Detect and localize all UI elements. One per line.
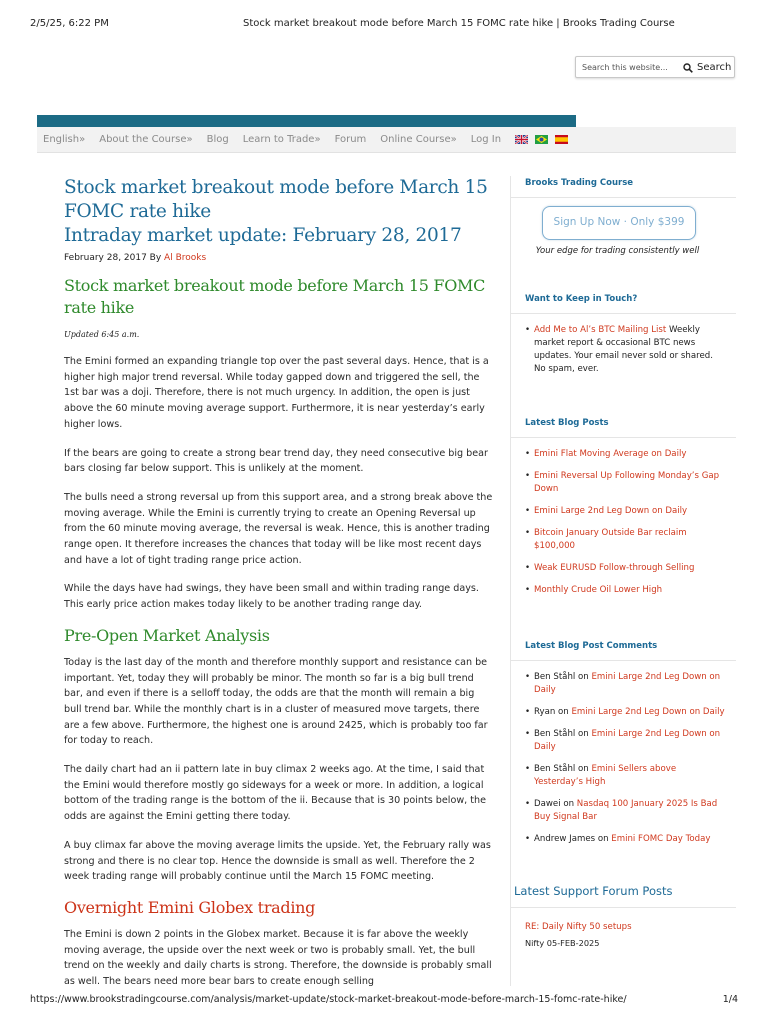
search-button-label: Search — [697, 62, 732, 73]
keep-in-touch-list — [511, 324, 736, 376]
print-datetime: 2/5/25, 6:22 PM — [30, 18, 109, 29]
byline-date: February 28, 2017 By — [64, 253, 165, 263]
list-item — [525, 584, 726, 597]
list-item — [525, 798, 726, 824]
print-page-number: 1/4 — [722, 994, 738, 1005]
comment-on: on — [560, 799, 577, 809]
list-item — [525, 324, 726, 376]
course-widget-title: Brooks Trading Course — [525, 178, 634, 188]
list-item — [525, 527, 726, 553]
byline — [64, 253, 494, 263]
comment-on: on — [575, 729, 592, 739]
mailing-list-link[interactable]: Add Me to Al’s BTC Mailing List — [534, 325, 667, 335]
author-link[interactable]: Al Brooks — [164, 253, 207, 263]
article-paragraph: The Emini formed an expanding triangle top over the past several days. Hence, that is a higher high major trend reversal. While today gapped down and triggered the sell, the 1st bar was a doji. Therefore, there is not much urgency. In addition, the open is just above the 60 minute moving average support. Furthermore, it is near yesterday’s early higher lows. — [64, 356, 489, 430]
list-item — [525, 448, 726, 461]
blog-post-link[interactable]: Emini Flat Moving Average on Daily — [534, 449, 687, 459]
list-item — [525, 706, 726, 719]
nav-item-about-the-course[interactable]: About the Course» — [99, 134, 193, 145]
list-item — [525, 505, 726, 518]
nav-item-learn-to-trade[interactable]: Learn to Trade» — [242, 134, 321, 145]
sidebar — [510, 176, 736, 986]
list-item — [525, 470, 726, 496]
comment-post-link[interactable]: Emini Large 2nd Leg Down on Daily — [534, 672, 721, 695]
article-paragraph: The Emini is down 2 points in the Globex market. Because it is far above the weekly moving average, the upside over the next week or two is probably small. Yet, the bull trend on the weekly and daily charts is strong. Therefore, the downside is probably small as well. The bears need more bear bars to create enough selling — [64, 928, 492, 988]
list-item — [525, 728, 726, 754]
spain-flag-icon[interactable] — [555, 135, 568, 144]
sign-up-button[interactable]: Sign Up Now · Only $399 — [542, 206, 696, 240]
comment-author: Ryan — [534, 707, 556, 717]
article-paragraph: The daily chart had an ii pattern late in buy climax 2 weeks ago. At the time, I said that the Emini would therefore mostly go sideways for a week or more. In addition, a logical bottom of the trading range is the bottom of the ii. Because that is 30 points below, the odds are against the Emini getting there today. — [64, 764, 487, 823]
blog-post-link[interactable]: Emini Reversal Up Following Monday’s Gap Down — [534, 471, 720, 494]
comment-post-link[interactable]: Emini Large 2nd Leg Down on Daily — [534, 729, 721, 752]
latest-posts-list — [511, 448, 736, 597]
updated-time: Updated 6:45 a.m. — [64, 330, 140, 339]
forum-widget-title: Latest Support Forum Posts — [514, 884, 673, 898]
comment-post-link[interactable]: Emini Large 2nd Leg Down on Daily — [571, 707, 725, 717]
forum-post-meta: Nifty 05-FEB-2025 — [525, 938, 600, 948]
comment-on: on — [595, 834, 612, 844]
uk-flag-icon[interactable] — [515, 135, 528, 144]
divider — [511, 660, 736, 661]
blog-post-link[interactable]: Emini Large 2nd Leg Down on Daily — [534, 506, 688, 516]
keep-in-touch-title: Want to Keep in Touch? — [525, 294, 638, 304]
search-button[interactable] — [683, 59, 731, 76]
comment-author: Ben Ståhl — [534, 729, 576, 739]
print-url: https://www.brookstradingcourse.com/analysis/market-update/stock-market-breakout-mode-before-march-15-fomc-rate-hike/ — [30, 994, 627, 1005]
comment-post-link[interactable]: Emini Sellers above Yesterday’s High — [534, 764, 677, 787]
article-paragraph: If the bears are going to create a strong bear trend day, they need consecutive big bear bars closing far below support. This is unlikely at the moment. — [64, 447, 488, 475]
article-paragraph: A buy climax far above the moving average limits the upside. Yet, the February rally was strong and there is no clear top. Hence the downside is small as well. Therefore the 2 week trading range will probably continue until the March 15 FOMC meeting. — [64, 839, 491, 883]
blog-post-link[interactable]: Bitcoin January Outside Bar reclaim $100,000 — [534, 528, 687, 551]
comment-author: Ben Ståhl — [534, 672, 576, 682]
latest-posts-title: Latest Blog Posts — [525, 418, 609, 428]
nav-item-log-in[interactable]: Log In — [470, 134, 502, 145]
divider — [511, 197, 736, 198]
forum-post-link[interactable]: RE: Daily Nifty 50 setups — [525, 922, 632, 932]
article-subtitle: Stock market breakout mode before March 15 FOMC rate hike — [64, 276, 486, 317]
main-nav — [37, 127, 736, 153]
nav-item-english[interactable]: English» — [43, 134, 86, 145]
comment-post-link[interactable]: Emini FOMC Day Today — [611, 834, 711, 844]
list-item — [525, 671, 726, 697]
comment-post-link[interactable]: Nasdaq 100 January 2025 Is Bad Buy Signal Bar — [534, 799, 718, 822]
nav-item-forum[interactable]: Forum — [334, 134, 367, 145]
article-title-line1: Stock market breakout mode before March 15 FOMC rate hike — [64, 177, 488, 222]
list-item — [525, 763, 726, 789]
search-box — [575, 56, 735, 78]
comment-on: on — [555, 707, 572, 717]
nav-item-online-course[interactable]: Online Course» — [380, 134, 457, 145]
article-title — [64, 176, 494, 248]
latest-comments-title: Latest Blog Post Comments — [525, 641, 658, 651]
comment-author: Ben Ståhl — [534, 764, 576, 774]
section-heading-overnight: Overnight Emini Globex trading — [64, 897, 316, 917]
mailing-list-text: Weekly market report & occasional BTC news updates. Your email never sold or shared. No spam, ever. — [534, 325, 713, 374]
list-item — [525, 833, 726, 846]
comment-on: on — [575, 672, 592, 682]
brazil-flag-icon[interactable] — [535, 135, 548, 144]
blog-post-link[interactable]: Weak EURUSD Follow-through Selling — [534, 563, 695, 573]
comment-author: Dawei — [534, 799, 561, 809]
article-paragraph: The bulls need a strong reversal up from this support area, and a strong break above the moving average. While the Emini is currently trying to create an Opening Reversal up from the 60 minute moving average, the reversal is weak. Hence, this is another trading range open. It therefore increases the chances that today will be like most recent days and have a lot of tight trading range price action. — [64, 491, 493, 566]
search-icon — [683, 63, 693, 73]
latest-comments-list — [511, 671, 736, 846]
course-tagline: Your edge for trading consistently well — [535, 246, 700, 256]
comment-author: Andrew James — [534, 834, 596, 844]
print-page-title: Stock market breakout mode before March 15 FOMC rate hike | Brooks Trading Course — [243, 18, 675, 29]
article-title-line2: Intraday market update: February 28, 2017 — [64, 225, 462, 246]
article-paragraph: While the days have had swings, they have been small and within trading range days. This early price action makes today likely to be another trading range day. — [64, 583, 479, 611]
divider — [511, 313, 736, 314]
article-paragraph: Today is the last day of the month and therefore monthly support and resistance can be important. Yet, today they will probably be minor. The month so far is a big bull trend bar, and even if there is a selloff today, the odds are that the month will remain a big bull trend bar. While the monthly chart is in a cluster of measured move targets, there are a few above. Furthermore, the highest one is around 2425, which is probably too far for today to reach. — [64, 656, 488, 747]
article — [64, 176, 494, 990]
divider — [511, 437, 736, 438]
search-input[interactable] — [582, 61, 680, 74]
section-heading-pre-open: Pre-Open Market Analysis — [64, 625, 270, 645]
list-item — [525, 562, 726, 575]
blog-post-link[interactable]: Monthly Crude Oil Lower High — [534, 585, 663, 595]
nav-item-blog[interactable]: Blog — [206, 134, 229, 145]
divider — [511, 907, 736, 908]
comment-on: on — [575, 764, 592, 774]
